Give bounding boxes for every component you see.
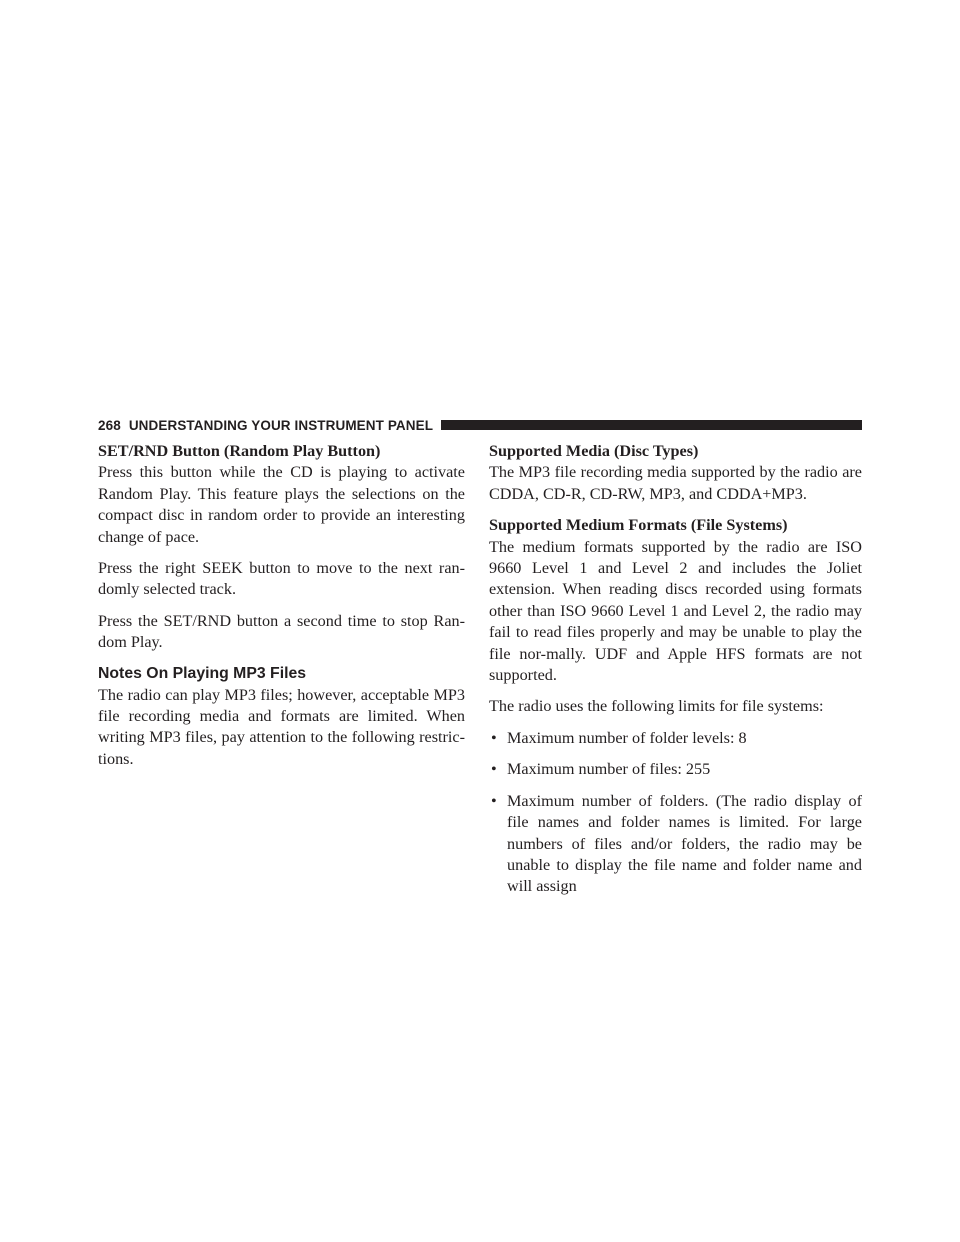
bullet-glyph: • bbox=[491, 791, 497, 810]
list-item-text: Maximum number of files: 255 bbox=[507, 760, 711, 779]
mp3-notes-heading: Notes On Playing MP3 Files bbox=[98, 664, 307, 682]
supported-formats-paragraph: The medium formats supported by the radio are ISO 9660 Level 1 and Level 2 and includes the Joliet extension. When reading discs recorded using formats other than ISO 9660 Level 1 and Level 2, the radio may fail to read files properly and may be unable to play the file nor-mally. UDF and Apple HFS formats are not supported. bbox=[489, 537, 862, 685]
mp3-notes-paragraph: The radio can play MP3 files; however, acceptable MP3 file recording media and formats are limited. When writing MP3 files, pay attention to the following restric-tions. bbox=[98, 685, 465, 768]
bullet-glyph: • bbox=[491, 760, 497, 779]
list-item-text: Maximum number of folder levels: 8 bbox=[507, 728, 747, 747]
list-item bbox=[489, 759, 862, 780]
set-rnd-heading: SET/RND Button (Random Play Button) bbox=[98, 442, 381, 460]
supported-media-heading: Supported Media (Disc Types) bbox=[489, 442, 699, 460]
set-rnd-paragraph-3: Press the SET/RND button a second time to stop Ran-dom Play. bbox=[98, 611, 465, 652]
header-rule bbox=[441, 420, 862, 430]
page-number: 268 bbox=[98, 417, 121, 433]
list-item bbox=[489, 728, 862, 749]
section-title: UNDERSTANDING YOUR INSTRUMENT PANEL bbox=[128, 417, 434, 433]
page-header bbox=[98, 417, 862, 433]
set-rnd-paragraph-2: Press the right SEEK button to move to the next ran-domly selected track. bbox=[98, 559, 465, 599]
right-column bbox=[489, 441, 862, 908]
set-rnd-paragraph-1: Press this button while the CD is playing to activate Random Play. This feature plays the selections on the compact disc in random order to provide an interesting change of pace. bbox=[98, 463, 465, 546]
left-column bbox=[98, 441, 465, 780]
supported-formats-heading: Supported Medium Formats (File Systems) bbox=[489, 516, 788, 535]
list-item-text: Maximum number of folders. (The radio display of file names and folder names is limited. For large numbers of files and/or folders, the radio may be unable to display the file name and folder name and will assign bbox=[507, 791, 862, 896]
supported-media-paragraph: The MP3 file recording media supported by the radio are CDDA, CD-R, CD-RW, MP3, and CDDA+MP3. bbox=[489, 463, 862, 503]
file-system-limits-list bbox=[489, 728, 862, 898]
list-item bbox=[489, 791, 862, 898]
file-system-limits-intro: The radio uses the following limits for file systems: bbox=[489, 697, 824, 716]
bullet-glyph: • bbox=[491, 728, 497, 747]
